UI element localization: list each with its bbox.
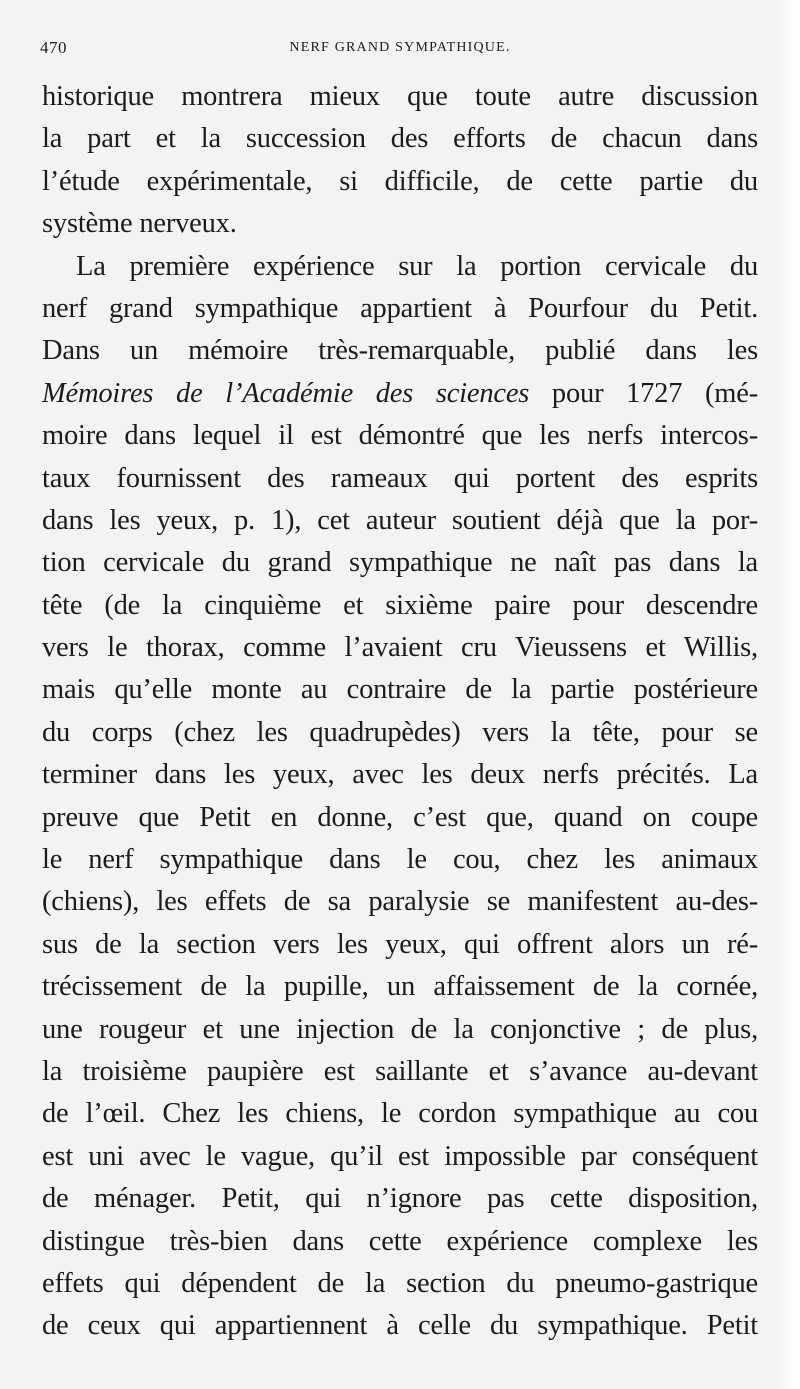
text-line: moire dans lequel il est démontré que les nerfs intercos- <box>42 420 758 452</box>
text-line: tête (de la cinquième et sixième paire pour descendre <box>42 589 758 621</box>
text-line: vers le thorax, comme l’avaient cru Vieussens et Willis, <box>42 632 758 664</box>
page-edge <box>778 0 800 1389</box>
text-line: Dans un mémoire très-remarquable, publié dans les <box>42 335 758 367</box>
text-line: la troisième paupière est saillante et s’avance au-devant <box>42 1055 758 1087</box>
text-line: terminer dans les yeux, avec les deux nerfs précités. La <box>42 759 758 791</box>
cited-title: Mémoires de l’Académie des sciences <box>42 377 530 409</box>
text-line: tion cervicale du grand sympathique ne naît pas dans la <box>42 547 758 579</box>
text-line: est uni avec le vague, qu’il est impossible par conséquent <box>42 1140 758 1172</box>
page-header <box>40 38 760 64</box>
text-line: mais qu’elle monte au contraire de la partie postérieure <box>42 674 758 706</box>
paragraph-first-line: La première expérience sur la portion cervicale du <box>76 250 758 282</box>
text-line: une rougeur et une injection de la conjonctive ; de plus, <box>42 1013 758 1045</box>
text-line: preuve que Petit en donne, c’est que, quand on coupe <box>42 801 758 833</box>
text-line: la part et la succession des efforts de chacun dans <box>42 123 758 155</box>
text-line: effets qui dépendent de la section du pneumo-gastrique <box>42 1267 758 1299</box>
text-line: historique montrera mieux que toute autre discussion <box>42 81 758 112</box>
text-line: l’étude expérimentale, si difficile, de cette partie du <box>42 165 758 197</box>
text-line: trécissement de la pupille, un affaissement de la cornée, <box>42 971 758 1003</box>
text-line: système nerveux. <box>42 208 237 240</box>
text-line: le nerf sympathique dans le cou, chez les animaux <box>42 844 758 876</box>
running-head: NERF GRAND SYMPATHIQUE. <box>289 40 511 55</box>
text-line: de ceux qui appartiennent à celle du sympathique. Petit <box>42 1310 758 1342</box>
text-line: taux fournissent des rameaux qui portent des esprits <box>42 462 758 494</box>
text-line: sus de la section vers les yeux, qui offrent alors un ré- <box>42 928 758 960</box>
text-line-with-title <box>42 373 758 415</box>
text-line: du corps (chez les quadrupèdes) vers la tête, pour se <box>42 716 758 748</box>
body-text <box>42 76 758 1348</box>
page-number: 470 <box>40 38 67 57</box>
text-line: nerf grand sympathique appartient à Pourfour du Petit. <box>42 292 758 324</box>
text-line: de l’œil. Chez les chiens, le cordon sympathique au cou <box>42 1098 758 1130</box>
text-line: de ménager. Petit, qui n’ignore pas cette disposition, <box>42 1183 758 1215</box>
text-line: dans les yeux, p. 1), cet auteur soutient déjà que la por- <box>42 504 758 536</box>
text-line-rest: pour 1727 (mé- <box>529 377 758 409</box>
text-line: distingue très-bien dans cette expérience complexe les <box>42 1225 758 1257</box>
text-line: (chiens), les effets de sa paralysie se manifestent au-des- <box>42 886 758 918</box>
